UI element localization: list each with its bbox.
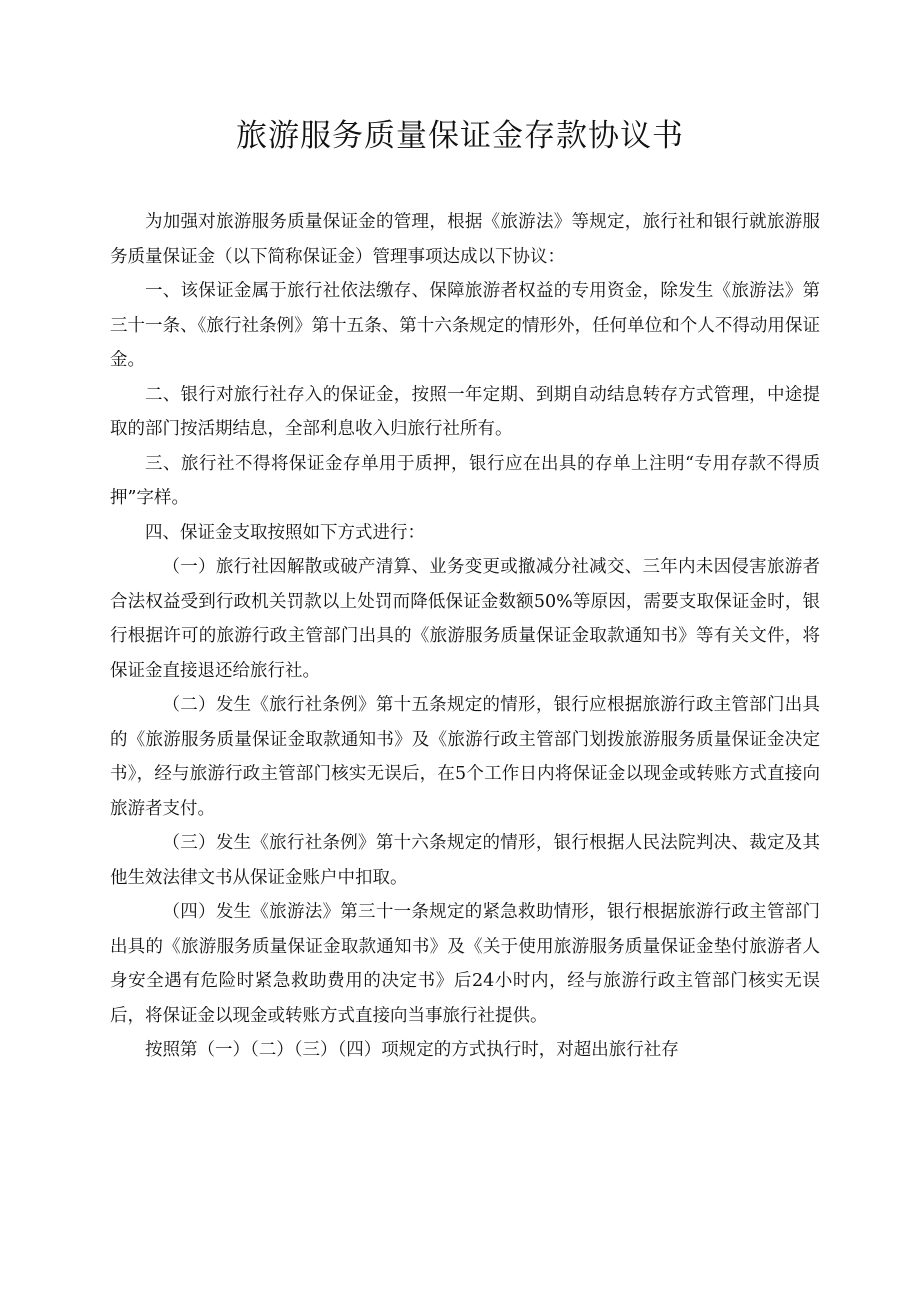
subclause-4-paragraph: （四）发生《旅游法》第三十一条规定的紧急救助情形，银行根据旅游行政主管部门出具的《旅游服务质量保证金取款通知书》及《关于使用旅游服务质量保证金垫付旅游者人身安全遇有危险时紧急救助费用的决定书》后24小时内，经与旅游行政主管部门核实无误后，将保证金以现金或转账方式直接向当事旅行社提供。 [110,902,820,1026]
subclause-2-paragraph: （二）发生《旅行社条例》第十五条规定的情形，银行应根据旅游行政主管部门出具的《旅游服务质量保证金取款通知书》及《旅游行政主管部门划拨旅游服务质量保证金决定书》，经与旅游行政主管部门核实无误后，在5个工作日内将保证金以现金或转账方式直接向旅游者支付。 [110,695,820,819]
intro-paragraph: 为加强对旅游服务质量保证金的管理，根据《旅游法》等规定，旅行社和银行就旅游服务质量保证金（以下简称保证金）管理事项达成以下协议： [110,212,820,267]
continuation-paragraph: 按照第（一）（二）（三）（四）项规定的方式执行时，对超出旅行社存 [145,1040,679,1060]
subclause-1-paragraph: （一）旅行社因解散或破产清算、业务变更或撤减分社减交、三年内未因侵害旅游者合法权益受到行政机关罚款以上处罚而降低保证金数额50%等原因，需要支取保证金时，银行根据许可的旅游行政主管部门出具的《旅游服务质量保证金取款通知书》等有关文件，将保证金直接退还给旅行社。 [110,557,820,681]
clause-1-paragraph: 一、该保证金属于旅行社依法缴存、保障旅游者权益的专用资金，除发生《旅游法》第三十一条、《旅行社条例》第十五条、第十六条规定的情形外，任何单位和个人不得动用保证金。 [110,281,820,370]
clause-4-paragraph: 四、保证金支取按照如下方式进行： [145,522,425,543]
clause-2-paragraph: 二、银行对旅行社存入的保证金，按照一年定期、到期自动结息转存方式管理，中途提取的部门按活期结息，全部利息收入归旅行社所有。 [110,384,820,439]
document-title: 旅游服务质量保证金存款协议书 [236,118,684,154]
document-body [110,205,820,1068]
subclause-3-paragraph: （三）发生《旅行社条例》第十六条规定的情形，银行根据人民法院判决、裁定及其他生效法律文书从保证金账户中扣取。 [110,833,820,888]
clause-3-paragraph: 三、旅行社不得将保证金存单用于质押，银行应在出具的存单上注明“专用存款不得质押”字样。 [110,453,820,508]
